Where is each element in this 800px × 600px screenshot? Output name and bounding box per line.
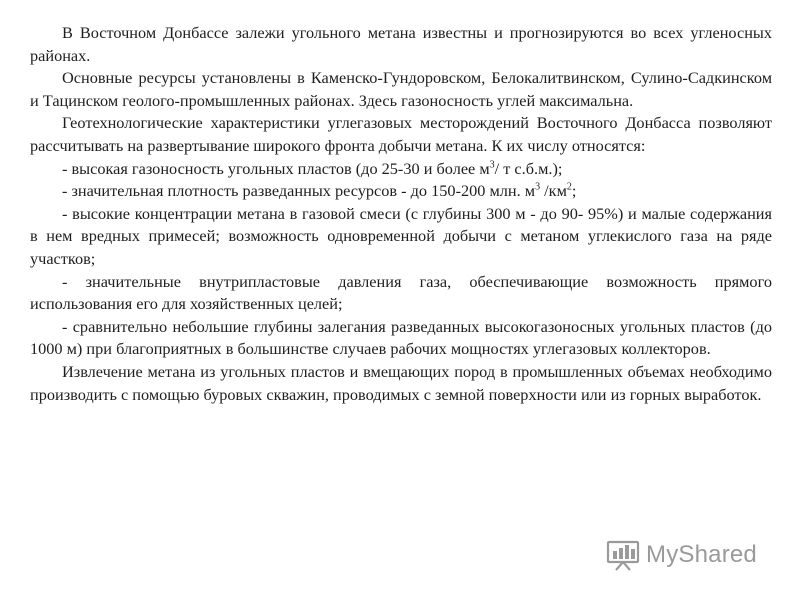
paragraph-1: В Восточном Донбассе залежи угольного метана известны и прогнозируются во всех угленосных районах. xyxy=(30,23,772,65)
watermark-text: MyShared xyxy=(646,541,757,568)
paragraph-7: - значительные внутрипластовые давления газа, обеспечивающие возможность прямого использования его для хозяйственных целей; xyxy=(30,271,772,314)
paragraph-5-tail: ; xyxy=(571,181,577,201)
paragraph-9: Извлечение метана из угольных пластов и вмещающих пород в промышленных объемах необходимо производить с помощью буровых скважин, проводимых с земной поверхности или из горных выработок. xyxy=(30,361,772,404)
superscript-cubic: 3 xyxy=(535,181,541,193)
paragraph-5 xyxy=(30,180,772,203)
paragraph-5-text: - значительная плотность разведанных ресурсов - до 150-200 млн. м xyxy=(62,181,536,201)
paragraph-2: Основные ресурсы установлены в Каменско-Гундоровском, Белокалитвинском, Сулино-Садкинском и Тацинском геолого-промышленных районах. Здесь газоносность углей максимальна. xyxy=(30,68,772,110)
paragraph-6: - высокие концентрации метана в газовой смеси (с глубины 300 м - до 90- 95%) и малые содержания в нем вредных примесей; возможность одновременной добычи с метаном углекислого газа на ряде участков; xyxy=(30,203,772,268)
paragraph-4-tail: / т с.б.м.); xyxy=(494,158,563,178)
document-body xyxy=(30,22,772,406)
superscript-square: 2 xyxy=(566,181,572,193)
myshared-logo-icon xyxy=(606,538,640,572)
paragraph-3: Геотехнологические характеристики углегазовых месторождений Восточного Донбасса позволяют рассчитывать на развертывание широкого фронта добычи метана. К их числу относятся: xyxy=(30,113,772,155)
superscript-cubic: 3 xyxy=(489,159,495,171)
watermark-logo[interactable] xyxy=(606,535,757,575)
paragraph-5-mid: /км xyxy=(540,181,567,201)
paragraph-4 xyxy=(30,158,772,181)
paragraph-8: - сравнительно небольшие глубины залегания разведанных высокогазоносных угольных пластов (до 1000 м) при благоприятных в большинстве случаев рабочих мощностях углегазовых коллекторов. xyxy=(30,316,772,359)
paragraph-4-text: - высокая газоносность угольных пластов (до 25-30 и более м xyxy=(62,158,490,178)
